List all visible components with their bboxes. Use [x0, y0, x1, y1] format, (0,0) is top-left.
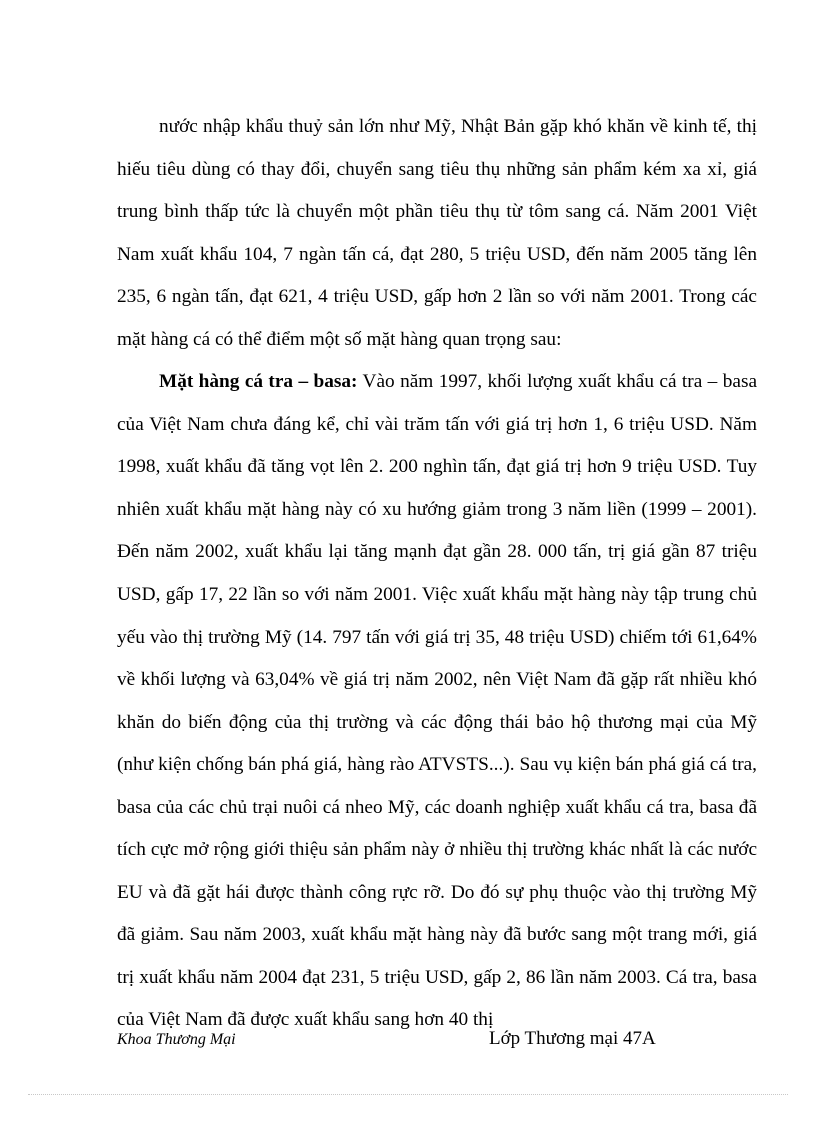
page-bottom-divider	[28, 1094, 788, 1095]
footer-faculty: Khoa Thương Mại	[117, 1031, 236, 1048]
paragraph-fish-imports: nước nhập khẩu thuỷ sản lớn như Mỹ, Nhật Bản gặp khó khăn về kinh tế, thị hiếu tiêu dùng có thay đổi, chuyển sang tiêu thụ những sản phẩm kém xa xỉ, giá trung bình thấp tức là chuyển một phần tiêu thụ từ tôm sang cá. Năm 2001 Việt Nam xuất khẩu 104, 7 ngàn tấn cá, đạt 280, 5 triệu USD, đến năm 2005 tăng lên 235, 6 ngàn tấn, đạt 621, 4 triệu USD, gấp hơn 2 lần so với năm 2001. Trong các mặt hàng cá có thể điểm một số mặt hàng quan trọng sau:	[117, 116, 757, 350]
paragraph-heading-catfish-basa: Mặt hàng cá tra – basa:	[159, 371, 358, 393]
paragraph-catfish-basa	[117, 361, 757, 1042]
document-body	[117, 106, 757, 1042]
footer-class: Lớp Thương mại 47A	[489, 1028, 656, 1049]
paragraph-body-catfish-basa: Vào năm 1997, khối lượng xuất khẩu cá tra – basa của Việt Nam chưa đáng kể, chỉ vài trăm tấn với giá trị hơn 1, 6 triệu USD. Năm 1998, xuất khẩu đã tăng vọt lên 2. 200 nghìn tấn, đạt giá trị hơn 9 triệu USD. Tuy nhiên xuất khẩu mặt hàng này có xu hướng giảm trong 3 năm liền (1999 – 2001). Đến năm 2002, xuất khẩu lại tăng mạnh đạt gần 28. 000 tấn, trị giá gần 87 triệu USD, gấp 17, 22 lần so với năm 2001. Việc xuất khẩu mặt hàng này tập trung chủ yếu vào thị trường Mỹ (14. 797 tấn với giá trị 35, 48 triệu USD) chiếm tới 61,64% về khối lượng và 63,04% về giá trị năm 2002, nên Việt Nam đã gặp rất nhiều khó khăn do biến động của thị trường và các động thái bảo hộ thương mại của Mỹ (như kiện chống bán phá giá, hàng rào ATVSTS...). Sau vụ kiện bán phá giá cá tra, basa của các chủ trại nuôi cá nheo Mỹ, các doanh nghiệp xuất khẩu cá tra, basa đã tích cực mở rộng giới thiệu sản phẩm này ở nhiều thị trường khác nhất là các nước EU và đã gặt hái được thành công rực rỡ. Do đó sự phụ thuộc vào thị trường Mỹ đã giảm. Sau năm 2003, xuất khẩu mặt hàng này đã bước sang một trang mới, giá trị xuất khẩu năm 2004 đạt 231, 5 triệu USD, gấp 2, 86 lần năm 2003. Cá tra, basa của Việt Nam đã được xuất khẩu sang hơn 40 thị	[117, 371, 758, 1031]
